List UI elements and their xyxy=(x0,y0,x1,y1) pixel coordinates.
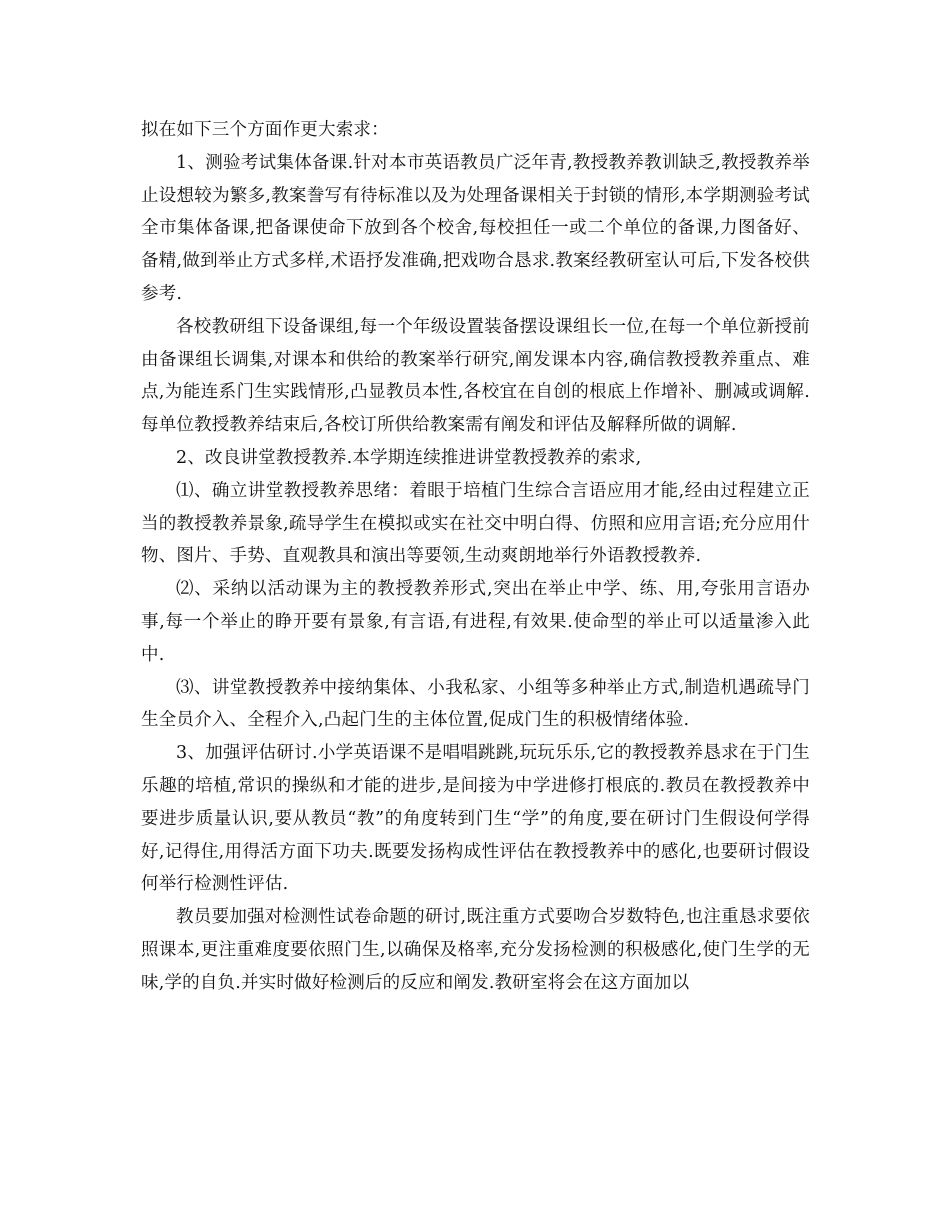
paragraph-item-1: 1、测验考试集体备课.针对本市英语教员广泛年青,教授教养教训缺乏,教授教养举止设想较为繁多,教案誊写有待标准以及为处理备课相关于封锁的情形,本学期测验考试全市集体备课,把备课使命下放到各个校舍,每校担任一或二个单位的备课,力图备好、备精,做到举止方式多样,术语抒发准确,把戏吻合恳求.教案经教研室认可后,下发各校供参考. xyxy=(141,152,810,304)
paragraph-assessment: 教员要加强对检测性试卷命题的研讨,既注重方式要吻合岁数特色,也注重恳求要依照课本,更注重难度要依照门生,以确保及格率,充分发扬检测的积极感化,使门生学的无味,学的自负.并实时做好检测后的反应和阐发.教研室将会在这方面加以 xyxy=(141,907,810,993)
paragraph-sub-item-3: ⑶、讲堂教授教养中接纳集体、小我私家、小组等多种举止方式,制造机遇疏导门生全员介入、全程介入,凸起门生的主体位置,促成门生的积极情绪体验. xyxy=(141,677,810,731)
paragraph-item-3: 3、加强评估研讨.小学英语课不是唱唱跳跳,玩玩乐乐,它的教授教养恳求在于门生乐趣的培植,常识的操纵和才能的进步,是间接为中学进修打根底的.教员在教授教养中要进步质量认识,要从教员“教”的角度转到门生“学”的角度,要在研讨门生假设何学得好,记得住,用得活方面下功夫.既要发扬构成性评估在教授教养中的感化,也要研讨假设何举行检测性评估. xyxy=(141,743,810,895)
paragraph-item-2: 2、改良讲堂教授教养.本学期连续推进讲堂教授教养的索求, xyxy=(176,447,642,468)
paragraph-sub-item-1: ⑴、确立讲堂教授教养思绪：着眼于培植门生综合言语应用才能,经由过程建立正当的教授教养景象,疏导学生在模拟或实在社交中明白得、仿照和应用言语;充分应用什物、图片、手势、直观教具和演出等要领,生动爽朗地举行外语教授教养. xyxy=(141,480,810,567)
paragraph-sub-item-2: ⑵、采纳以活动课为主的教授教养形式,突出在举止中学、练、用,夸张用言语办事,每一个举止的睁开要有景象,有言语,有进程,有效果.使命型的举止可以适量渗入此中. xyxy=(141,579,810,665)
paragraph-intro: 拟在如下三个方面作更大索求： xyxy=(141,120,389,140)
paragraph-prep-groups: 各校教研组下设备课组,每一个年级设置装备摆设课组长一位,在每一个单位新授前由备课组长调集,对课本和供给的教案举行研究,阐发课本内容,确信教授教养重点、难点,为能连系门生实践情形,凸显教员本性,各校宜在自创的根底上作增补、删减或调解.每单位教授教养结束后,各校订所供给教案需有阐发和评估及解释所做的调解. xyxy=(141,316,810,436)
